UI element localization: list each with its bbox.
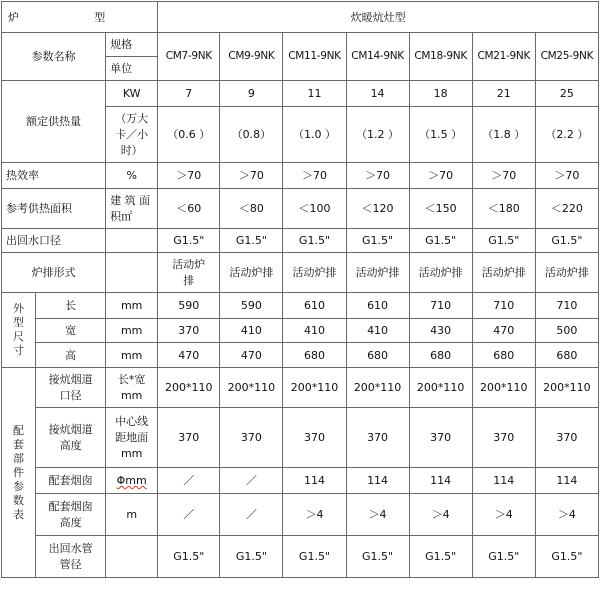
chimney-3: 114 (283, 468, 346, 494)
flue-port-unit-line-1: 长*宽 (117, 372, 146, 386)
rated-heat-unit-wan (106, 107, 158, 163)
rated-heat-unit-kw: KW (106, 81, 158, 107)
grate-type-unit (106, 253, 158, 293)
heating-area-label: 参考供热面积 (2, 189, 106, 229)
fittings-group-char-3: 部 (13, 451, 25, 465)
flue-height-3: 370 (283, 408, 346, 468)
model-5: CM18-9NK (409, 33, 472, 81)
chimney-unit (106, 468, 158, 494)
efficiency-5: ＞70 (409, 163, 472, 189)
heating-area-2: ＜80 (220, 189, 283, 229)
flue-port-7: 200*110 (535, 368, 598, 408)
series-name: 炊暖炕灶型 (158, 2, 599, 33)
efficiency-1: ＞70 (158, 163, 220, 189)
row-flue-height (2, 408, 599, 468)
efficiency-label: 热效率 (2, 163, 106, 189)
outlet-diameter-6: G1.5" (472, 229, 535, 253)
outlet-pipe-5: G1.5" (409, 536, 472, 578)
efficiency-unit: % (106, 163, 158, 189)
flue-port-label-line-2: 口径 (59, 388, 82, 402)
height-4: 680 (346, 343, 409, 368)
grate-type-6: 活动炉排 (472, 253, 535, 293)
outlet-diameter-3: G1.5" (283, 229, 346, 253)
heating-area-7: ＜220 (535, 189, 598, 229)
outlet-pipe-label-line-2: 管径 (59, 557, 82, 571)
width-2: 410 (220, 319, 283, 343)
outlet-diameter-1: G1.5" (158, 229, 220, 253)
chimney-height-5: ＞4 (409, 494, 472, 536)
rated-heat-kw-2: 9 (220, 81, 283, 107)
flue-height-6: 370 (472, 408, 535, 468)
rated-heat-kw-3: 11 (283, 81, 346, 107)
flue-port-unit (106, 368, 158, 408)
width-unit: mm (106, 319, 158, 343)
row-heating-area (2, 189, 599, 229)
heating-area-unit (106, 189, 158, 229)
flue-port-label (36, 368, 106, 408)
outlet-diameter-label: 出回水口径 (2, 229, 106, 253)
chimney-height-7: ＞4 (535, 494, 598, 536)
chimney-5: 114 (409, 468, 472, 494)
efficiency-3: ＞70 (283, 163, 346, 189)
model-6: CM21-9NK (472, 33, 535, 81)
heating-area-unit-line-2: 积㎡ (110, 209, 133, 223)
chimney-2: ／ (220, 468, 283, 494)
furnace-type-label-b: 型 (94, 10, 106, 24)
flue-height-unit (106, 408, 158, 468)
heating-area-unit-line-1: 建 筑 面 (110, 193, 151, 207)
rated-heat-unit-wan-line-2: 卡／小 (115, 127, 149, 141)
flue-height-7: 370 (535, 408, 598, 468)
outlet-pipe-4: G1.5" (346, 536, 409, 578)
heating-area-5: ＜150 (409, 189, 472, 229)
chimney-height-label (36, 494, 106, 536)
furnace-type-header (2, 2, 158, 33)
fittings-group-label (2, 368, 36, 578)
fittings-group-char-2: 套 (13, 437, 25, 451)
chimney-height-4: ＞4 (346, 494, 409, 536)
row-outlet-pipe (2, 536, 599, 578)
unit-label: 单位 (106, 57, 158, 81)
rated-heat-kw-5: 18 (409, 81, 472, 107)
flue-height-unit-line-1: 中心线 (115, 414, 149, 428)
grate-type-1-line-1: 活动炉 (172, 257, 206, 271)
outlet-pipe-6: G1.5" (472, 536, 535, 578)
spec-label: 规格 (106, 33, 158, 57)
outlet-diameter-4: G1.5" (346, 229, 409, 253)
rated-heat-wan-1: （0.6 ） (158, 107, 220, 163)
outlet-diameter-5: G1.5" (409, 229, 472, 253)
outlet-pipe-2: G1.5" (220, 536, 283, 578)
row-length (2, 293, 599, 319)
height-5: 680 (409, 343, 472, 368)
grate-type-1 (158, 253, 220, 293)
flue-port-6: 200*110 (472, 368, 535, 408)
height-label: 高 (36, 343, 106, 368)
grate-type-1-line-2: 排 (183, 273, 195, 287)
length-4: 610 (346, 293, 409, 319)
rated-heat-unit-wan-line-3: 时） (120, 143, 143, 157)
chimney-4: 114 (346, 468, 409, 494)
length-5: 710 (409, 293, 472, 319)
length-3: 610 (283, 293, 346, 319)
fittings-group-char-4: 件 (13, 465, 25, 479)
flue-height-unit-line-2: 距地面 (115, 430, 149, 444)
height-7: 680 (535, 343, 598, 368)
rated-heat-wan-3: （1.0 ） (283, 107, 346, 163)
fittings-group-char-5: 参 (13, 479, 25, 493)
flue-port-3: 200*110 (283, 368, 346, 408)
outlet-pipe-label-line-1: 出回水管 (48, 541, 93, 555)
chimney-height-2: ／ (220, 494, 283, 536)
model-7: CM25-9NK (535, 33, 598, 81)
chimney-label: 配套烟囱 (36, 468, 106, 494)
length-1: 590 (158, 293, 220, 319)
row-outlet-diameter (2, 229, 599, 253)
width-6: 470 (472, 319, 535, 343)
width-7: 500 (535, 319, 598, 343)
efficiency-4: ＞70 (346, 163, 409, 189)
length-label: 长 (36, 293, 106, 319)
heating-area-6: ＜180 (472, 189, 535, 229)
row-height (2, 343, 599, 368)
row-width (2, 319, 599, 343)
grate-type-3: 活动炉排 (283, 253, 346, 293)
flue-port-2: 200*110 (220, 368, 283, 408)
height-6: 680 (472, 343, 535, 368)
row-furnace-type (2, 2, 599, 33)
row-efficiency (2, 163, 599, 189)
outlet-pipe-7: G1.5" (535, 536, 598, 578)
rated-heat-wan-4: （1.2 ） (346, 107, 409, 163)
rated-heat-wan-2: （0.8） (220, 107, 283, 163)
chimney-height-unit: m (106, 494, 158, 536)
flue-height-unit-line-3: mm (120, 446, 143, 460)
chimney-height-6: ＞4 (472, 494, 535, 536)
rated-heat-wan-6: （1.8 ） (472, 107, 535, 163)
height-2: 470 (220, 343, 283, 368)
rated-heat-wan-7: （2.2 ） (535, 107, 598, 163)
model-3: CM11-9NK (283, 33, 346, 81)
flue-height-label-line-1: 接炕烟道 (48, 422, 93, 436)
chimney-6: 114 (472, 468, 535, 494)
width-5: 430 (409, 319, 472, 343)
chimney-1: ／ (158, 468, 220, 494)
heating-area-4: ＜120 (346, 189, 409, 229)
flue-port-4: 200*110 (346, 368, 409, 408)
fittings-group-char-7: 表 (13, 507, 25, 521)
width-4: 410 (346, 319, 409, 343)
flue-port-unit-line-2: mm (120, 388, 143, 402)
grate-type-2: 活动炉排 (220, 253, 283, 293)
efficiency-2: ＞70 (220, 163, 283, 189)
height-unit: mm (106, 343, 158, 368)
outlet-diameter-2: G1.5" (220, 229, 283, 253)
rated-heat-kw-6: 21 (472, 81, 535, 107)
flue-height-5: 370 (409, 408, 472, 468)
flue-height-1: 370 (158, 408, 220, 468)
width-3: 410 (283, 319, 346, 343)
rated-heat-wan-5: （1.5 ） (409, 107, 472, 163)
rated-heat-kw-1: 7 (158, 81, 220, 107)
grate-type-7: 活动炉排 (535, 253, 598, 293)
model-1: CM7-9NK (158, 33, 220, 81)
efficiency-7: ＞70 (535, 163, 598, 189)
heating-area-3: ＜100 (283, 189, 346, 229)
outlet-pipe-3: G1.5" (283, 536, 346, 578)
height-1: 470 (158, 343, 220, 368)
width-label: 宽 (36, 319, 106, 343)
flue-height-2: 370 (220, 408, 283, 468)
flue-height-label (36, 408, 106, 468)
dimensions-group-char-3: 尺 (13, 330, 25, 343)
row-grate-type (2, 253, 599, 293)
heating-area-1: ＜60 (158, 189, 220, 229)
row-chimney (2, 468, 599, 494)
length-7: 710 (535, 293, 598, 319)
rated-heat-kw-4: 14 (346, 81, 409, 107)
furnace-type-label-a: 炉 (8, 10, 19, 24)
row-flue-port (2, 368, 599, 408)
chimney-7: 114 (535, 468, 598, 494)
grate-type-5: 活动炉排 (409, 253, 472, 293)
model-4: CM14-9NK (346, 33, 409, 81)
flue-port-5: 200*110 (409, 368, 472, 408)
chimney-unit-text: Φmm (116, 474, 147, 487)
chimney-height-1: ／ (158, 494, 220, 536)
grate-type-4: 活动炉排 (346, 253, 409, 293)
flue-height-4: 370 (346, 408, 409, 468)
rated-heat-label: 额定供热量 (2, 81, 106, 163)
flue-height-label-line-2: 高度 (59, 438, 82, 452)
length-2: 590 (220, 293, 283, 319)
row-spec (2, 33, 599, 57)
grate-type-label: 炉排形式 (2, 253, 106, 293)
row-rated-heat-kw (2, 81, 599, 107)
chimney-height-label-line-1: 配套烟囱 (48, 499, 93, 513)
outlet-diameter-unit (106, 229, 158, 253)
efficiency-6: ＞70 (472, 163, 535, 189)
model-2: CM9-9NK (220, 33, 283, 81)
dimensions-group-label (2, 293, 36, 368)
outlet-pipe-1: G1.5" (158, 536, 220, 578)
fittings-group-char-6: 数 (13, 493, 25, 507)
width-1: 370 (158, 319, 220, 343)
flue-port-label-line-1: 接炕烟道 (48, 372, 93, 386)
length-unit: mm (106, 293, 158, 319)
dimensions-group-char-1: 外 (13, 302, 25, 315)
fittings-group-char-1: 配 (13, 423, 25, 437)
outlet-pipe-unit (106, 536, 158, 578)
param-name-header: 参数名称 (2, 33, 106, 81)
rated-heat-unit-wan-line-1: （万大 (115, 111, 149, 125)
dimensions-group-char-4: 寸 (13, 344, 25, 357)
rated-heat-kw-7: 25 (535, 81, 598, 107)
dimensions-group-char-2: 型 (13, 316, 25, 329)
length-6: 710 (472, 293, 535, 319)
flue-port-1: 200*110 (158, 368, 220, 408)
spec-table (1, 1, 599, 578)
outlet-diameter-7: G1.5" (535, 229, 598, 253)
chimney-height-3: ＞4 (283, 494, 346, 536)
height-3: 680 (283, 343, 346, 368)
chimney-height-label-line-2: 高度 (59, 515, 82, 529)
outlet-pipe-label (36, 536, 106, 578)
row-chimney-height (2, 494, 599, 536)
